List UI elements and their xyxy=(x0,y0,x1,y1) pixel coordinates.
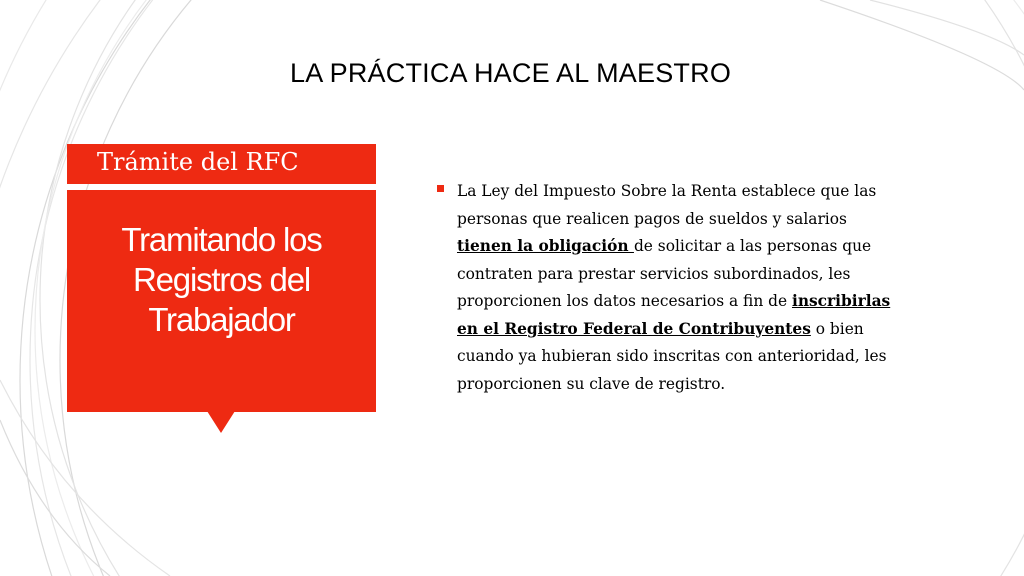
paragraph-line: en el Registro Federal de Contribuyentes o bien xyxy=(457,319,864,338)
slide-title: LA PRÁCTICA HACE AL MAESTRO xyxy=(290,58,732,88)
bullet-paragraph xyxy=(457,178,957,398)
emphasis-text: en el Registro Federal de Contribuyentes xyxy=(457,319,811,338)
section-heading-panel xyxy=(67,190,376,412)
section-label: Trámite del RFC xyxy=(97,148,299,176)
paragraph-line: cuando ya hubieran sido inscritas con anterioridad, les xyxy=(457,347,887,365)
section-heading-line: Registros del xyxy=(133,261,310,298)
paragraph-line: proporcionen los datos necesarios a fin de inscribirlas xyxy=(457,292,891,310)
emphasis-text: tienen la obligación xyxy=(457,237,634,255)
section-heading xyxy=(67,220,376,340)
callout-pointer xyxy=(207,411,235,433)
paragraph-line: contraten para prestar servicios subordinados, les xyxy=(457,264,851,283)
section-heading-line: Trabajador xyxy=(148,301,295,338)
section-heading-line: Tramitando los xyxy=(121,221,322,258)
paragraph-line: La Ley del Impuesto Sobre la Renta establece que las xyxy=(457,182,877,200)
paragraph-line: personas que realicen pagos de sueldos y salarios xyxy=(457,209,847,228)
paragraph-line: tienen la obligación de solicitar a las personas que xyxy=(457,237,872,255)
section-label-box xyxy=(67,144,376,184)
emphasis-text: inscribirlas xyxy=(791,292,891,310)
bullet-square-icon xyxy=(437,185,444,192)
paragraph-line: proporcionen su clave de registro. xyxy=(457,374,726,393)
